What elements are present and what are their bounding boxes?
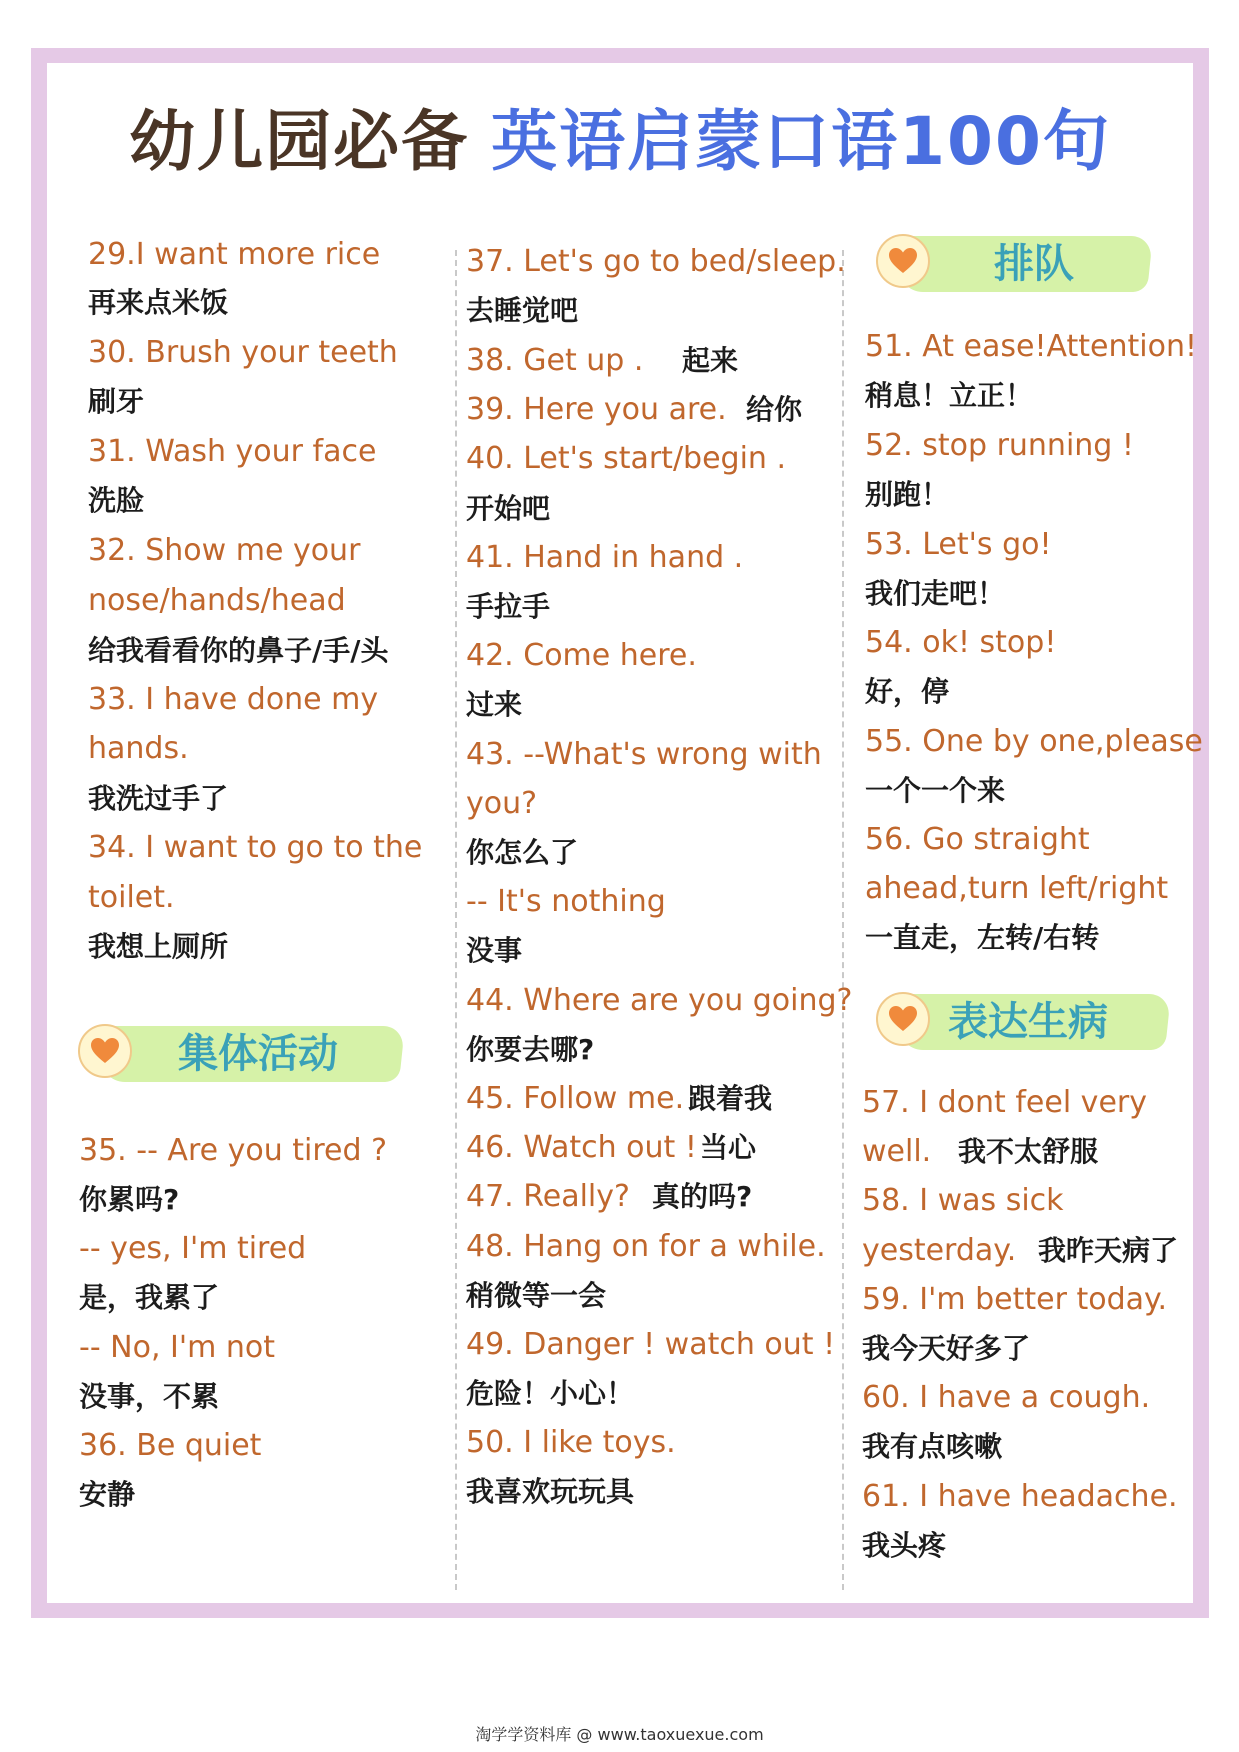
column-divider — [842, 250, 844, 1590]
phrase-zh: 别跑！ — [865, 478, 950, 511]
phrase-en: you? — [466, 786, 538, 821]
phrase-zh: 稍微等一会 — [466, 1279, 607, 1312]
phrase-en: 38. Get up . — [466, 343, 644, 378]
phrase-en: 48. Hang on for a while. — [466, 1229, 826, 1264]
heart-icon — [78, 1024, 132, 1078]
phrase-zh: 跟着我 — [688, 1082, 773, 1115]
phrase-en: 52. stop running ! — [865, 428, 1134, 463]
phrase-en: 37. Let's go to bed/sleep. — [466, 244, 846, 279]
phrase-en: well. — [862, 1134, 932, 1169]
phrase-en: 60. I have a cough. — [862, 1380, 1151, 1415]
phrase-zh: 刷牙 — [88, 385, 145, 418]
phrase-zh: 我想上厕所 — [88, 930, 229, 963]
heart-icon — [876, 992, 930, 1046]
phrase-zh: 安静 — [79, 1478, 136, 1511]
phrase-en: 42. Come here. — [466, 638, 697, 673]
phrase-en: 30. Brush your teeth — [88, 335, 398, 370]
phrase-zh: 给我看看你的鼻子/手/头 — [88, 634, 389, 667]
phrase-en: 47. Really? — [466, 1179, 630, 1214]
phrase-zh: 手拉手 — [466, 590, 551, 623]
phrase-en: -- No, I'm not — [79, 1330, 276, 1365]
phrase-en: 29.I want more rice — [88, 237, 381, 272]
phrase-zh: 一个一个来 — [865, 774, 1006, 807]
phrase-zh: 我头疼 — [862, 1529, 947, 1562]
phrase-en: 43. --What's wrong with — [466, 737, 822, 772]
section-title: 集体活动 — [178, 1031, 338, 1077]
phrase-en: 46. Watch out ! — [466, 1130, 697, 1165]
phrase-en: hands. — [88, 731, 189, 766]
phrase-zh: 我洗过手了 — [88, 782, 229, 815]
phrase-zh: 过来 — [466, 688, 523, 721]
phrase-zh: 你要去哪? — [466, 1033, 595, 1066]
phrase-en: 41. Hand in hand . — [466, 540, 744, 575]
phrase-en: 58. I was sick — [862, 1183, 1064, 1218]
phrase-zh: 危险！小心！ — [466, 1377, 635, 1410]
phrase-en: -- yes, I'm tired — [79, 1231, 307, 1266]
phrase-zh: 起来 — [682, 344, 739, 377]
title-part-1: 幼儿园必备 — [129, 103, 470, 180]
phrase-zh: 好，停 — [865, 675, 950, 708]
phrase-en: 49. Danger ! watch out ! — [466, 1327, 836, 1362]
phrase-zh: 当心 — [700, 1131, 757, 1164]
phrase-zh: 我昨天病了 — [1038, 1234, 1179, 1267]
phrase-en: 32. Show me your — [88, 533, 361, 568]
phrase-en: toilet. — [88, 880, 175, 915]
phrase-en: 50. I like toys. — [466, 1425, 676, 1460]
phrase-zh: 你累吗? — [79, 1183, 180, 1216]
phrase-zh: 我今天好多了 — [862, 1332, 1031, 1365]
phrase-zh: 一直走，左转/右转 — [865, 921, 1100, 954]
title-part-2: 英语启蒙口语100句 — [491, 103, 1111, 180]
section-header-queue — [876, 230, 1156, 294]
phrase-zh: 我喜欢玩玩具 — [466, 1475, 635, 1508]
phrase-zh: 你怎么了 — [466, 836, 579, 869]
phrase-en: 59. I'm better today. — [862, 1282, 1168, 1317]
phrase-en: nose/hands/head — [88, 583, 346, 618]
phrase-en: 51. At ease!Attention! — [865, 329, 1197, 364]
section-header-sick — [876, 988, 1176, 1052]
phrase-en: 55. One by one,please — [865, 724, 1203, 759]
phrase-en: 61. I have headache. — [862, 1479, 1178, 1514]
phrase-zh: 去睡觉吧 — [466, 294, 579, 327]
phrase-en: ahead,turn left/right — [865, 871, 1169, 906]
phrase-en: 53. Let's go! — [865, 527, 1052, 562]
heart-icon — [876, 234, 930, 288]
section-title: 表达生病 — [948, 999, 1108, 1045]
phrase-en: 34. I want to go to the — [88, 830, 423, 865]
phrase-zh: 没事，不累 — [79, 1380, 220, 1413]
phrase-zh: 稍息！立正！ — [865, 379, 1034, 412]
phrase-en: 56. Go straight — [865, 822, 1090, 857]
column-divider — [455, 250, 457, 1590]
phrase-en: 35. -- Are you tired ? — [79, 1133, 388, 1168]
phrase-en: 54. ok! stop! — [865, 625, 1057, 660]
phrase-en: 45. Follow me. — [466, 1081, 685, 1116]
phrase-zh: 再来点米饭 — [88, 286, 229, 319]
page-title — [47, 88, 1193, 183]
phrase-zh: 我不太舒服 — [958, 1135, 1099, 1168]
phrase-zh: 给你 — [746, 393, 803, 426]
phrase-en: -- It's nothing — [466, 884, 666, 919]
phrase-en: 36. Be quiet — [79, 1428, 262, 1463]
phrase-zh: 我有点咳嗽 — [862, 1430, 1003, 1463]
phrase-zh: 真的吗? — [652, 1180, 753, 1213]
phrase-en: 31. Wash your face — [88, 434, 377, 469]
phrase-zh: 我们走吧！ — [865, 577, 1006, 610]
section-title: 排队 — [994, 241, 1074, 287]
phrase-zh: 洗脸 — [88, 484, 145, 517]
footer-watermark: 淘学学资料库 @ www.taoxuexue.com — [475, 1725, 764, 1744]
phrase-en: yesterday. — [862, 1233, 1017, 1268]
phrase-en: 40. Let's start/begin . — [466, 441, 787, 476]
section-header-group-activity — [78, 1020, 408, 1084]
phrase-en: 57. I dont feel very — [862, 1085, 1147, 1120]
phrase-en: 44. Where are you going? — [466, 983, 853, 1018]
phrase-en: 33. I have done my — [88, 682, 379, 717]
phrase-zh: 是，我累了 — [79, 1281, 220, 1314]
phrase-en: 39. Here you are. — [466, 392, 727, 427]
phrase-zh: 没事 — [466, 934, 523, 967]
phrase-zh: 开始吧 — [466, 492, 551, 525]
